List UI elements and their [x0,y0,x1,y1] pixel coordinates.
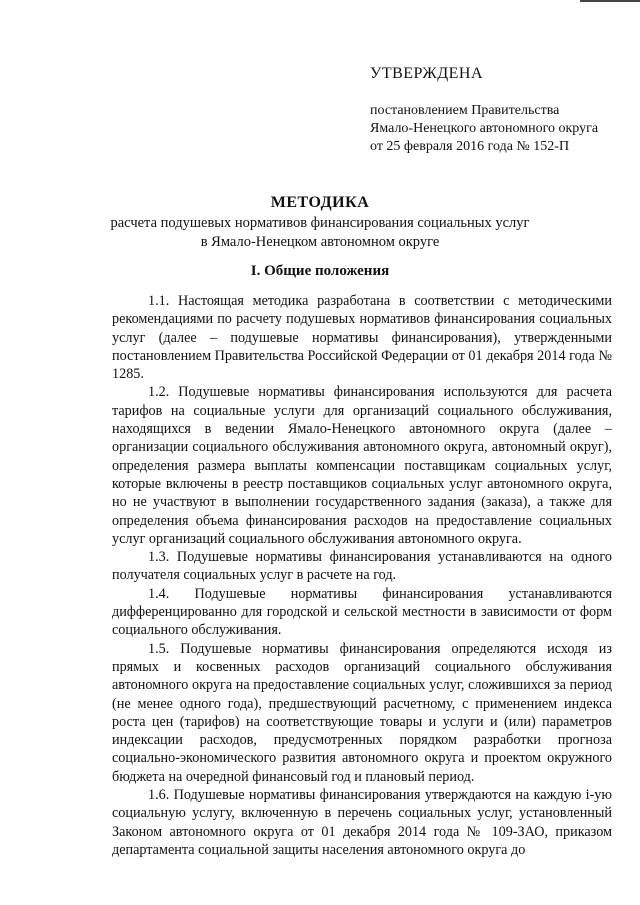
section-heading: I. Общие положения [250,263,390,279]
scan-edge-mark [580,0,640,2]
paragraph-1-3: 1.3. Подушевые нормативы финансирования устанавливаются на одного получателя социальных услуг в расчете на год. [112,549,612,584]
paragraph-1-5: 1.5. Подушевые нормативы финансирования определяются исходя из прямых и косвенных расходов организаций социального обслуживания автономного округа на предоставление социальных услуг, сложившихся за период (не менее одного года), предшествующий расчетному, с применением индекса роста цен (тарифов) на соответствующие товары и услуги и (или) параметров индексации расходов, предусмотренных порядком разработки прогноза социально-экономического развития автономного округа и проектом окружного бюджета на очередной финансовый год и плановый период. [112,640,612,785]
document-subtitle [0,214,640,252]
document-title: МЕТОДИКА [270,194,370,211]
approval-line-3: от 25 февраля 2016 года № 152-П [370,139,570,154]
subtitle-line-2: в Ямало-Ненецком автономном округе [200,234,440,250]
subtitle-line-1: расчета подушевых нормативов финансирования социальных услуг [110,215,530,231]
approval-block [370,64,620,156]
approval-line-1: постановлением Правительства [370,103,560,118]
body-text [112,292,612,859]
approval-title: УТВЕРЖДЕНА [370,65,484,82]
approval-line-2: Ямало-Ненецкого автономного округа [370,121,599,136]
paragraph-1-2: 1.2. Подушевые нормативы финансирования используются для расчета тарифов на социальные услуги для организаций социального обслуживания, находящихся в ведении Ямало-Ненецкого автономного округа (далее – организации социального обслуживания автономного округа, автономный округ), определения размера выплаты компенсации поставщикам социальных услуг, которые включены в реестр поставщиков социальных услуг автономного округа, но не участвуют в выполнении государственного задания (заказа), а также для определения объема финансирования расходов на предоставление социальных услуг организаций социального обслуживания автономного округа. [112,384,612,547]
paragraph-1-4: 1.4. Подушевые нормативы финансирования устанавливаются дифференцированно для городской и сельской местности в зависимости от форм социального обслуживания. [112,585,612,639]
paragraph-1-6: 1.6. Подушевые нормативы финансирования утверждаются на каждую i-ую социальную услугу, включенную в перечень социальных услуг, установленный Законом автономного округа от 01 декабря 2014 года № 109-ЗАО, приказом департамента социальной защиты населения автономного округа до [112,787,612,858]
paragraph-1-1: 1.1. Настоящая методика разработана в соответствии с методическими рекомендациями по расчету подушевых нормативов финансирования социальных услуг (далее – подушевые нормативы финансирования), утвержденными постановлением Правительства Российской Федерации от 01 декабря 2014 года № 1285. [112,293,612,383]
